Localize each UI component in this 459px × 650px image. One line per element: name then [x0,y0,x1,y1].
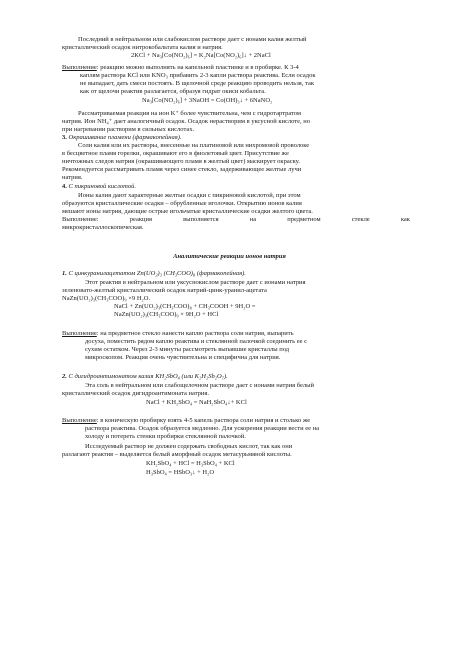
paragraph-line: кристаллический осадок нитрокобальтата калия и натрия. [62,44,223,51]
execution-line: Выполнение: реакцию можно выполнять на капельной пластинке и в пробирке. К 3-4 [62,64,299,71]
execution-label: Выполнение [62,417,97,424]
paragraph-line: раствора реактива. Осадок образуется медленно. Для ускорения реакции вести ее на [85,425,319,432]
paragraph-line: досуха, поместить рядом каплю реактива и стеклянной палочкой соединить ее с [85,338,308,345]
paragraph-line: ничтожных следов натрия (окрашивающего пламя в желтый цвет) маскирует окраску. [62,158,300,165]
execution-line: Выполнение: на предметное стекло нанести каплю раствора соли натрия, выпарить [62,330,294,337]
word: предметном [287,216,321,223]
paragraph-line: Соли калия или их растворы, внесенные на платиновой или нихромовой проволоке [78,142,310,149]
paragraph-line: кристаллический осадок дигидроантимоната натрия. [62,390,210,397]
paragraph-line: NaZn(UO₂)₃(CH₃COO)₉ ×9 H₂O. [62,295,151,302]
equation: H₃SbO₄ = HSbO₃↓ + H₂O [146,469,215,476]
equation: KH₂SbO₄ + HCl = H₃SbO₄ + KCl [146,460,235,467]
execution-line: Выполнение: в коническую пробирку взять 4-5 капель раствора соли натрия и столько же [62,417,311,424]
paragraph-line: натрия. [62,174,83,181]
paragraph-line: в бесцветное пламя горелки, окрашивают его в фиолетовый цвет. Присутствие же [62,150,289,157]
paragraph-line: Эта соль в нейтральном или слабощелочном растворе дает с ионами натрия белый [85,382,314,389]
equation: NaCl + Zn(UO₂)₃(CH₃COO)₈ + CH₃COOH + 9H₂O = [114,303,256,310]
paragraph-line: Последний в нейтральном или слабокислом растворе дает с ионами калия желтый [78,36,307,43]
paragraph-line: микрокристаллоскопическая. [62,224,144,231]
paragraph-line: Рассматриваемая реакция на ион K⁺ более чувствительна, чем с гидротартратом [78,110,302,117]
paragraph-line: образуются кристаллические осадки – обрубленные иголочки. Открытию ионов калия [62,200,302,207]
paragraph-line: не выпадает, дать смеси постоять. В щелочной среде реакцию проводить нельзя, так [80,80,315,87]
paragraph-line: мешают ионы натрия, дающие острые игольчатые кристаллические осадки желтого цвета. [62,208,313,215]
section-title: Аналитические реакции ионов натрия [173,253,286,260]
paragraph-line: разлагают реактив – выделяется белый аморфный осадок метасурьмяной кислоты. [62,451,292,458]
equation: NaZn(UO₂)₃(CH₃COO)₉ × 9H₂O + HCl [114,311,219,318]
execution-label: Выполнение [62,330,97,337]
paragraph-line: Исследуемый раствор не должен содержать свободных кислот, так как они [85,443,293,450]
paragraph-line: при нагревании растворим в сильных кислотах. [62,126,195,133]
paragraph-line: каплям раствора KCl или KNO₃ прибавить 2-3 капли раствора реактива. Если осадок [80,72,316,79]
paragraph-line: Рекомендуется рассматривать пламя через синее стекло, задерживающее желтые лучи [62,166,302,173]
word: стекле [351,216,370,223]
item-heading: 4. С пикриновой кислотой. [62,183,136,190]
equation: Na₃[Co(NO₂)₆] + 3NaOH = Co(OH)₃↓ + 6NaNO₂ [142,97,273,104]
word: на [249,216,257,223]
item-heading: 3. Окрашивание пламени (фармакопейная). [62,134,182,141]
paragraph-line: сухим остатком. Через 2-3 минуты рассмотреть выпавшие кристаллы под [85,346,290,353]
word: выполняется [183,216,219,223]
paragraph-line: натрия. Ион NH₄⁺ дает аналогичный осадок. Осадок нерастворим в уксусной кислоте, но [62,118,310,125]
word: Выполнение: [62,216,99,223]
paragraph-line: зеленовато-желтый кристаллический осадок натрий-цинк-уранил-ацетата [62,287,267,294]
word: как [400,216,410,223]
equation: 2KCl + Na₃[Co(NO₂)₆] = K₂Na[Co(NO₂)₆]↓ + 2NaCl [131,52,271,59]
paragraph-line: как от щелочи реактив разлагается, образуя гидрат окиси кобальта. [80,88,266,95]
word: реакция [129,216,152,223]
paragraph-line: Этот реактив в нейтральном или уксуснокислом растворе дает с ионами натрия [85,279,306,286]
paragraph-line: Ионы калия дают характерные желтые осадки с пикриновой кислотой, при этом [78,192,301,199]
item-heading: 2. С дигидроантимонатом калия KH₂SbO₄ (или K₂H₂Sb₂O₇). [62,373,228,380]
execution-label: Выполнение [62,64,97,71]
paragraph-line: холоду и потереть стенки пробирки стеклянной палочкой. [85,433,246,440]
item-heading: 1. С цинкуранилацетатом Zn(UO₂)₃ (CH₃COO)₈ (фармакопейная). [62,270,246,277]
equation: NaCl + KH₂SbO₄ = NaH₂SbO₄↓+ KCl [146,399,247,406]
paragraph-line: микроскопом. Реакция очень чувствительна и специфична для натрия. [85,354,281,361]
